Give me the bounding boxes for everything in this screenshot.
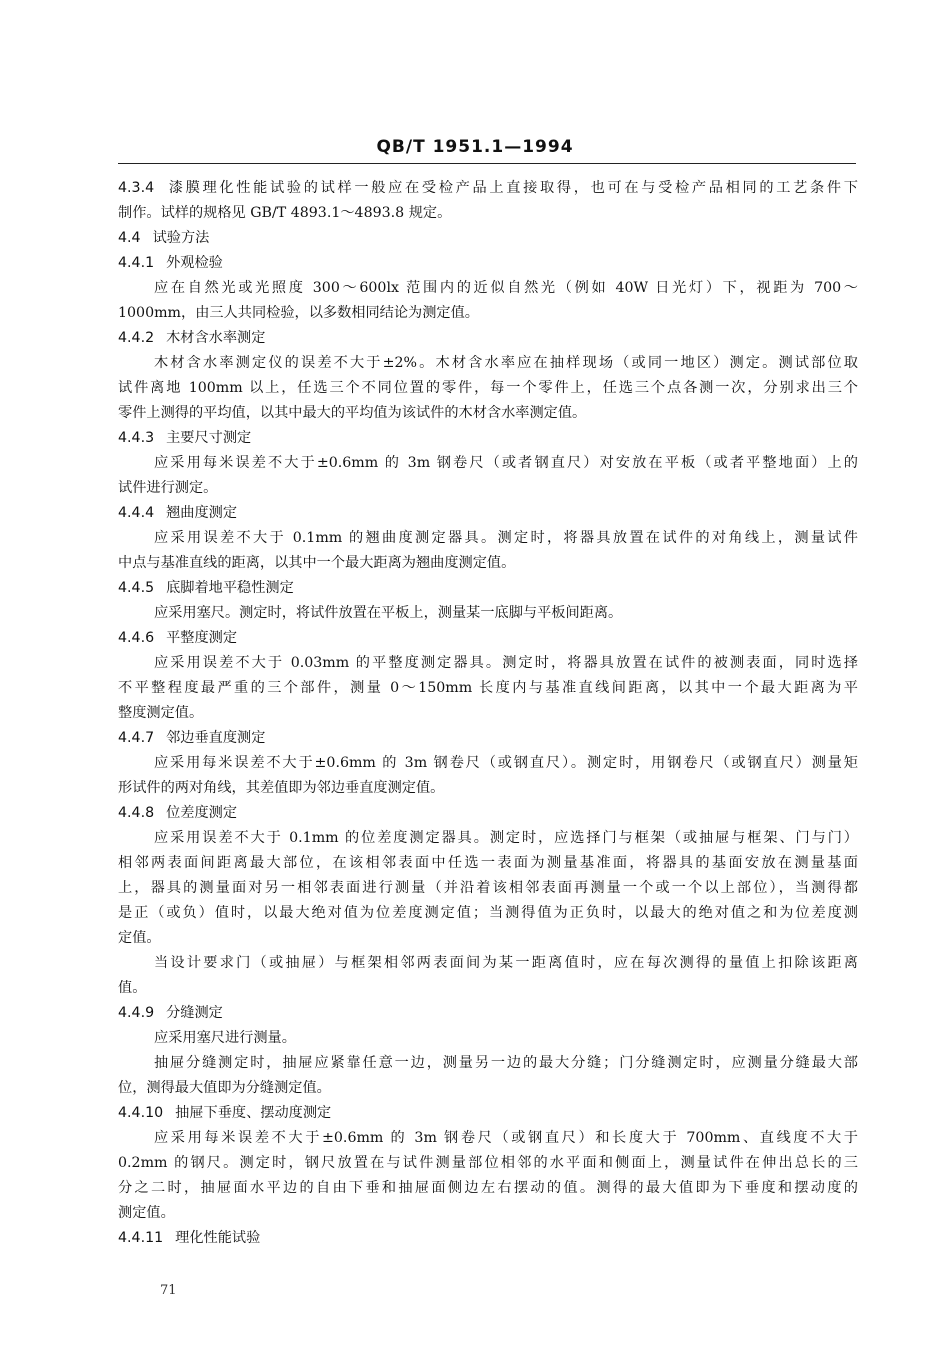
clause-line: 定值。 bbox=[118, 930, 161, 946]
clause-number: 4.4.8 bbox=[118, 805, 155, 821]
clause-heading bbox=[118, 801, 858, 826]
clause-line: 试件进行测定。 bbox=[118, 480, 218, 496]
clause-line: 应采用每米误差不大于±0.6mm 的 3m 钢卷尺（或钢直尺）。测定时，用钢卷尺（或钢直尺）测量矩 bbox=[154, 755, 858, 771]
clause-number: 4.4.6 bbox=[118, 630, 155, 646]
clause-number: 4.4.3 bbox=[118, 430, 155, 446]
clause-line: 应在自然光或光照度 300～600lx 范围内的近似自然光（例如 40W 日光灯）下，视距为 700～ bbox=[154, 280, 858, 296]
clause-title: 分缝测定 bbox=[166, 1005, 223, 1021]
clause-line: 应采用每米误差不大于±0.6mm 的 3m 钢卷尺（或者钢直尺）对安放在平板（或者平整地面）上的 bbox=[154, 455, 858, 471]
clause-title: 位差度测定 bbox=[166, 805, 238, 821]
clause-title: 主要尺寸测定 bbox=[166, 430, 252, 446]
standard-header-title: QB/T 1951.1—1994 bbox=[376, 137, 574, 157]
clause-title: 木材含水率测定 bbox=[166, 330, 266, 346]
clause-line: 零件上测得的平均值，以其中最大的平均值为该试件的木材含水率测定值。 bbox=[118, 405, 587, 421]
clause-title: 底脚着地平稳性测定 bbox=[166, 580, 294, 596]
clause-heading bbox=[118, 251, 858, 276]
clause-line: 0.2mm 的钢尺。测定时，钢尺放置在与试件测量部位相邻的水平面和侧面上，测量试件在伸出总长的三 bbox=[118, 1155, 858, 1171]
section-heading bbox=[118, 226, 858, 251]
clause-line: 位，测得最大值即为分缝测定值。 bbox=[118, 1080, 331, 1096]
clause-title: 外观检验 bbox=[166, 255, 223, 271]
clause-heading bbox=[118, 1226, 858, 1251]
clause-number: 4.4.2 bbox=[118, 330, 155, 346]
clause-line: 当设计要求门（或抽屉）与框架相邻两表面间为某一距离值时，应在每次测得的量值上扣除该距离 bbox=[154, 955, 858, 971]
clause-number: 4.4.9 bbox=[118, 1005, 155, 1021]
document-body bbox=[118, 176, 858, 1251]
clause-line: 测定值。 bbox=[118, 1205, 175, 1221]
clause-line: 制作。试样的规格见 GB/T 4893.1～4893.8 规定。 bbox=[118, 205, 452, 221]
clause-number: 4.4.11 bbox=[118, 1230, 164, 1246]
clause-heading bbox=[118, 501, 858, 526]
clause-heading bbox=[118, 326, 858, 351]
clause-line: 值。 bbox=[118, 980, 147, 996]
clause-title: 理化性能试验 bbox=[175, 1230, 261, 1246]
clause-number: 4.4.10 bbox=[118, 1105, 164, 1121]
clause-number: 4.4.5 bbox=[118, 580, 155, 596]
section-number: 4.4 bbox=[118, 230, 141, 246]
clause-title: 翘曲度测定 bbox=[166, 505, 238, 521]
clause-number: 4.4.7 bbox=[118, 730, 155, 746]
clause-line: 应采用塞尺。测定时，将试件放置在平板上，测量某一底脚与平板间距离。 bbox=[154, 605, 623, 621]
clause-line: 不平整程度最严重的三个部件，测量 0～150mm 长度内与基准直线间距离，以其中一个最大距离为平 bbox=[118, 680, 858, 696]
clause-line: 应采用误差不大于 0.1mm 的位差度测定器具。测定时，应选择门与框架（或抽屉与框架、门与门） bbox=[154, 830, 858, 846]
clause-heading bbox=[118, 626, 858, 651]
clause-line: 整度测定值。 bbox=[118, 705, 204, 721]
clause-line: 应采用误差不大于 0.03mm 的平整度测定器具。测定时，将器具放置在试件的被测表面，同时选择 bbox=[154, 655, 858, 671]
clause-heading bbox=[118, 1001, 858, 1026]
clause-line: 上，器具的测量面对另一相邻表面进行测量（并沿着该相邻表面再测量一个或一个以上部位），当测得都 bbox=[118, 880, 858, 896]
clause-heading bbox=[118, 576, 858, 601]
clause-number: 4.4.1 bbox=[118, 255, 155, 271]
clause-line: 试件离地 100mm 以上，任选三个不同位置的零件，每一个零件上，任选三个点各测一次，分别求出三个 bbox=[118, 380, 858, 396]
clause-heading bbox=[118, 426, 858, 451]
clause-number: 4.4.4 bbox=[118, 505, 155, 521]
header-rule bbox=[118, 163, 856, 164]
clause-title: 抽屉下垂度、摆动度测定 bbox=[175, 1105, 332, 1121]
clause-line: 是正（或负）值时，以最大绝对值为位差度测定值；当测得值为正负时，以最大的绝对值之和为位差度测 bbox=[118, 905, 858, 921]
page-number: 71 bbox=[160, 1283, 177, 1298]
clause-title: 邻边垂直度测定 bbox=[166, 730, 266, 746]
clause-number: 4.3.4 bbox=[118, 180, 155, 196]
clause-line: 中点与基准直线的距离，以其中一个最大距离为翘曲度测定值。 bbox=[118, 555, 516, 571]
clause-line: 1000mm，由三人共同检验，以多数相同结论为测定值。 bbox=[118, 305, 479, 321]
clause-line: 木材含水率测定仪的误差不大于±2%。木材含水率应在抽样现场（或同一地区）测定。测试部位取 bbox=[154, 355, 858, 371]
clause-heading bbox=[118, 1101, 858, 1126]
clause-heading bbox=[118, 726, 858, 751]
clause-line bbox=[118, 176, 858, 201]
clause-title: 平整度测定 bbox=[166, 630, 238, 646]
clause-line: 应采用误差不大于 0.1mm 的翘曲度测定器具。测定时，将器具放置在试件的对角线上，测量试件 bbox=[154, 530, 858, 546]
clause-line: 相邻两表面间距离最大部位，在该相邻表面中任选一表面为测量基准面，将器具的基面安放在测量基面 bbox=[118, 855, 858, 871]
clause-line: 分之二时，抽屉面水平边的自由下垂和抽屉面侧边左右摆动的值。测得的最大值即为下垂度和摆动度的 bbox=[118, 1180, 858, 1196]
clause-line: 形试件的两对角线，其差值即为邻边垂直度测定值。 bbox=[118, 780, 445, 796]
section-title: 试验方法 bbox=[152, 230, 210, 246]
clause-line: 应采用每米误差不大于±0.6mm 的 3m 钢卷尺（或钢直尺）和长度大于 700mm、直线度不大于 bbox=[154, 1130, 858, 1146]
clause-line: 应采用塞尺进行测量。 bbox=[154, 1030, 296, 1046]
clause-text: 漆膜理化性能试验的试样一般应在受检产品上直接取得，也可在与受检产品相同的工艺条件下 bbox=[166, 180, 858, 196]
clause-line: 抽屉分缝测定时，抽屉应紧靠任意一边，测量另一边的最大分缝；门分缝测定时，应测量分缝最大部 bbox=[154, 1055, 858, 1071]
